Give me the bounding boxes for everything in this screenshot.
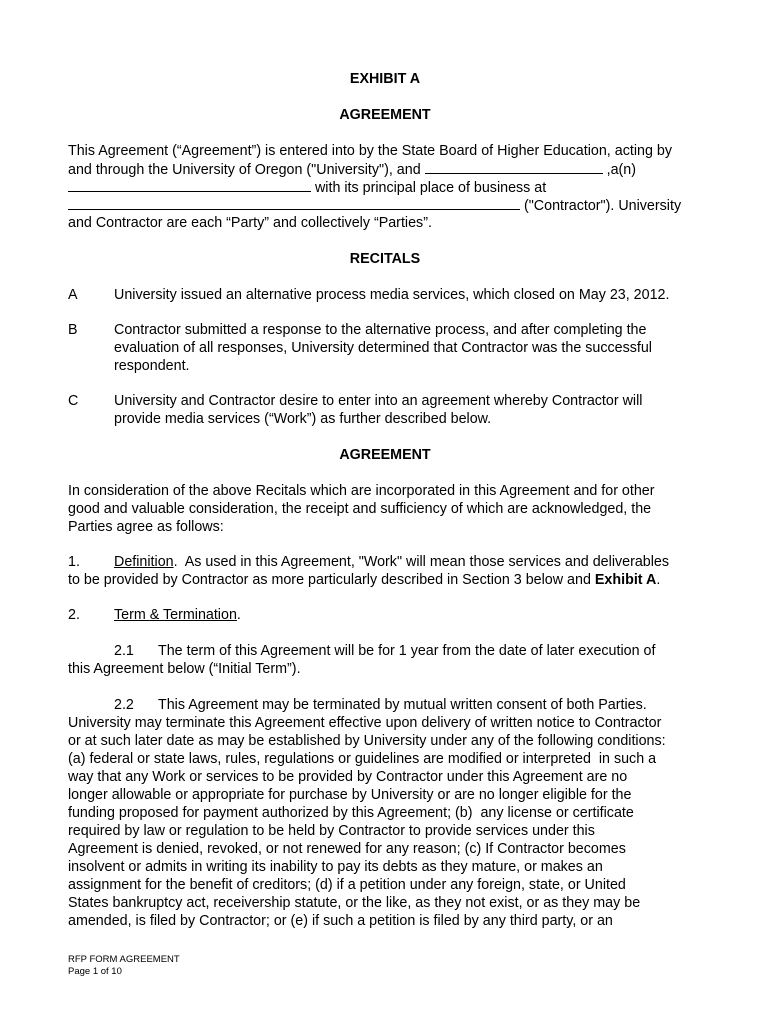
contractor-name-blank[interactable] <box>425 160 603 174</box>
consideration-line-3: Parties agree as follows: <box>68 519 224 535</box>
section-1-line-2-end: . <box>656 572 661 588</box>
section-2-2-line: States bankruptcy act, receivership statute, or the like, as they not exist, or as they may be <box>68 895 641 911</box>
section-2-1-number: 2.1 <box>114 643 134 659</box>
recital-c-line-1: University and Contractor desire to enter into an agreement whereby Contractor will <box>114 393 643 409</box>
recital-b-line-3: respondent. <box>114 358 190 374</box>
consideration-line-2: good and valuable consideration, the receipt and sufficiency of which are acknowledged, the <box>68 501 652 517</box>
intro-line-1: This Agreement (“Agreement”) is entered into by the State Board of Higher Education, acting by <box>68 143 672 159</box>
recital-b-line-1: Contractor submitted a response to the alternative process, and after completing the <box>114 322 647 338</box>
recital-a-line-1: University issued an alternative process media services, which closed on May 23, 2012. <box>114 287 670 303</box>
section-2-1-line-2: this Agreement below (“Initial Term”). <box>68 661 301 677</box>
section-2-2-line: (a) federal or state laws, rules, regulations or guidelines are modified or interpreted in such a <box>68 751 657 767</box>
section-2-2-line-1: This Agreement may be terminated by mutual written consent of both Parties. <box>158 697 647 713</box>
intro-line-4 <box>68 196 681 215</box>
section-2-2-number: 2.2 <box>114 697 134 713</box>
intro-line-3-text: with its principal place of business at <box>311 180 547 196</box>
section-2-2-line: Agreement is denied, revoked, or not renewed for any reason; (c) If Contractor becomes <box>68 841 626 857</box>
section-2-heading-period: . <box>236 607 241 623</box>
section-2-1-line-1: The term of this Agreement will be for 1 year from the date of later execution of <box>158 643 656 659</box>
agreement-heading: AGREEMENT <box>339 107 431 123</box>
recital-b-line-2: evaluation of all responses, University determined that Contractor was the successful <box>114 340 652 356</box>
section-2-2-line: University may terminate this Agreement effective upon delivery of written notice to Contractor <box>68 715 662 731</box>
intro-line-5: and Contractor are each “Party” and collectively “Parties”. <box>68 215 432 231</box>
recital-a-letter: A <box>68 287 78 303</box>
exhibit-heading: EXHIBIT A <box>349 71 421 87</box>
section-1-number: 1. <box>68 554 80 570</box>
section-1-heading: Definition <box>114 554 174 570</box>
section-2-2-line: funding proposed for payment authorized by this Agreement; (b) any license or certificate <box>68 805 634 821</box>
intro-line-2-entity: ,a(n) <box>602 162 636 178</box>
section-1-line-1-text: . As used in this Agreement, "Work" will mean those services and deliverables <box>173 554 670 570</box>
consideration-line-1: In consideration of the above Recitals which are incorporated in this Agreement and for other <box>68 483 655 499</box>
recital-c-line-2: provide media services (“Work”) as further described below. <box>114 411 492 427</box>
recital-c-letter: C <box>68 393 79 409</box>
footer-form-name: RFP FORM AGREEMENT <box>68 954 180 965</box>
entity-type-blank[interactable] <box>68 178 311 192</box>
section-2-2-line: or at such later date as may be established by University under any of the following conditions: <box>68 733 666 749</box>
section-2-heading: Term & Termination <box>114 607 237 623</box>
section-2-number: 2. <box>68 607 80 623</box>
section-2-2-line: assignment for the benefit of creditors; (d) if a petition under any foreign, state, or United <box>68 877 626 893</box>
section-1-line-2-text: to be provided by Contractor as more particularly described in Section 3 below and <box>68 572 595 588</box>
section-1-line-2 <box>68 571 660 589</box>
footer-page-number: Page 1 of 10 <box>68 966 122 977</box>
section-2-heading-line <box>114 606 241 624</box>
intro-line-4-text: ("Contractor"). University <box>520 198 682 214</box>
intro-line-3 <box>68 178 546 197</box>
section-1-line-1 <box>114 553 669 571</box>
section-2-2-line: longer allowable or appropriate for purchase by University or are no longer eligible for the <box>68 787 632 803</box>
section-2-2-line: required by law or regulation to be held by Contractor to provide services under this <box>68 823 595 839</box>
agreement-subheading: AGREEMENT <box>339 447 431 463</box>
exhibit-a-reference: Exhibit A <box>594 572 657 588</box>
intro-line-2-text: and through the University of Oregon ("University"), and <box>68 162 425 178</box>
recital-b-letter: B <box>68 322 78 338</box>
intro-line-2 <box>68 160 636 179</box>
address-blank[interactable] <box>68 196 520 210</box>
section-2-2-line: amended, is filed by Contractor; or (e) if such a petition is filed by any third party, or an <box>68 913 613 929</box>
recitals-heading: RECITALS <box>349 251 421 267</box>
section-2-2-line: insolvent or admits in writing its inability to pay its debts as they mature, or makes an <box>68 859 603 875</box>
section-2-2-line: way that any Work or services to be provided by Contractor under this Agreement are no <box>68 769 628 785</box>
